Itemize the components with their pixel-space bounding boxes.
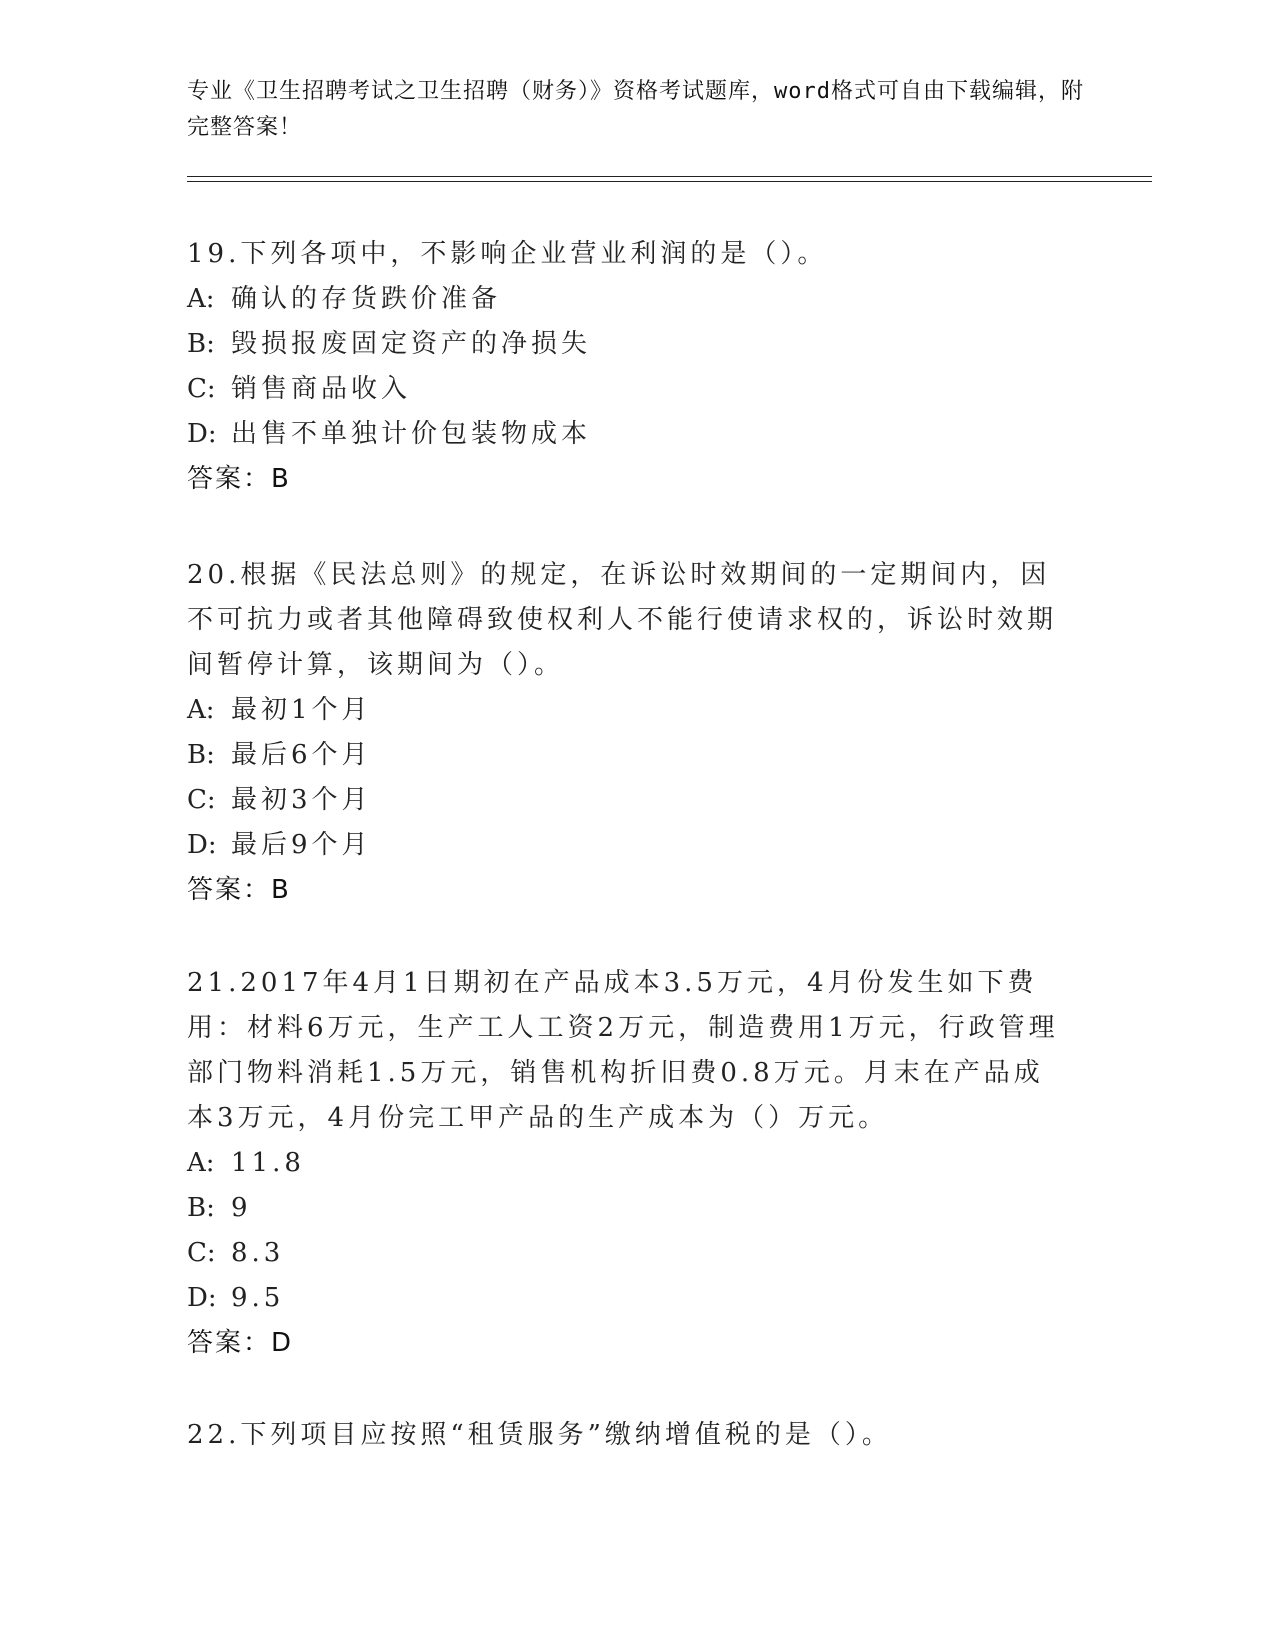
question-stem: 20.根据《民法总则》的规定，在诉讼时效期间的一定期间内，因不可抗力或者其他障碍致使权利人不能行使请求权的，诉讼时效期间暂停计算，该期间为（）。 [187,560,1058,680]
document-header: 专业《卫生招聘考试之卫生招聘（财务）》资格考试题库，word格式可自由下载编辑，附完整答案！ [187,79,1084,140]
option-c [187,1231,1067,1276]
option-text: 最后6个月 [231,740,372,770]
option-text: 9.5 [231,1283,285,1313]
question-21 [187,961,1067,1366]
option-text: 最初1个月 [231,695,372,725]
option-letter: B: [187,329,215,359]
option-c [187,778,1067,823]
option-letter: A: [187,284,215,314]
option-a [187,1141,1067,1186]
option-c [187,367,1067,412]
option-letter: C: [187,1238,216,1268]
option-letter: C: [187,785,216,815]
answer-line: 答案：B [187,464,291,494]
option-letter: B: [187,740,215,770]
option-text: 11.8 [231,1148,305,1178]
option-letter: C: [187,374,216,404]
option-text: 毁损报废固定资产的净损失 [231,329,592,359]
option-letter: D: [187,830,217,860]
option-text: 出售不单独计价包装物成本 [231,419,592,449]
option-text: 8.3 [231,1238,285,1268]
question-stem: 21.2017年4月1日期初在产品成本3.5万元，4月份发生如下费用：材料6万元，生产工人工资2万元，制造费用1万元，行政管理部门物料消耗1.5万元，销售机构折旧费0.8万元。月末在产品成本3万元，4月份完工甲产品的生产成本为（）万元。 [187,968,1059,1133]
question-22 [187,1413,1067,1458]
question-stem: 19.下列各项中，不影响企业营业利润的是（）。 [187,239,828,269]
header-divider [187,181,1152,182]
option-letter: A: [187,1148,215,1178]
option-letter: A: [187,695,215,725]
option-text: 9 [231,1193,252,1223]
header-divider [187,176,1152,177]
question-20 [187,553,1067,913]
option-d [187,823,1067,868]
option-b [187,733,1067,778]
question-19 [187,232,1067,502]
option-d [187,412,1067,457]
option-text: 最初3个月 [231,785,372,815]
option-d [187,1276,1067,1321]
option-text: 销售商品收入 [231,374,412,404]
option-text: 最后9个月 [231,830,372,860]
option-b [187,322,1067,367]
option-letter: D: [187,419,217,449]
option-letter: B: [187,1193,215,1223]
option-a [187,277,1067,322]
answer-line: 答案：B [187,875,291,905]
option-text: 确认的存货跌价准备 [231,284,502,314]
option-b [187,1186,1067,1231]
option-letter: D: [187,1283,217,1313]
answer-line: 答案：D [187,1328,294,1358]
question-stem: 22.下列项目应按照“租赁服务”缴纳增值税的是（）。 [187,1420,892,1450]
option-a [187,688,1067,733]
